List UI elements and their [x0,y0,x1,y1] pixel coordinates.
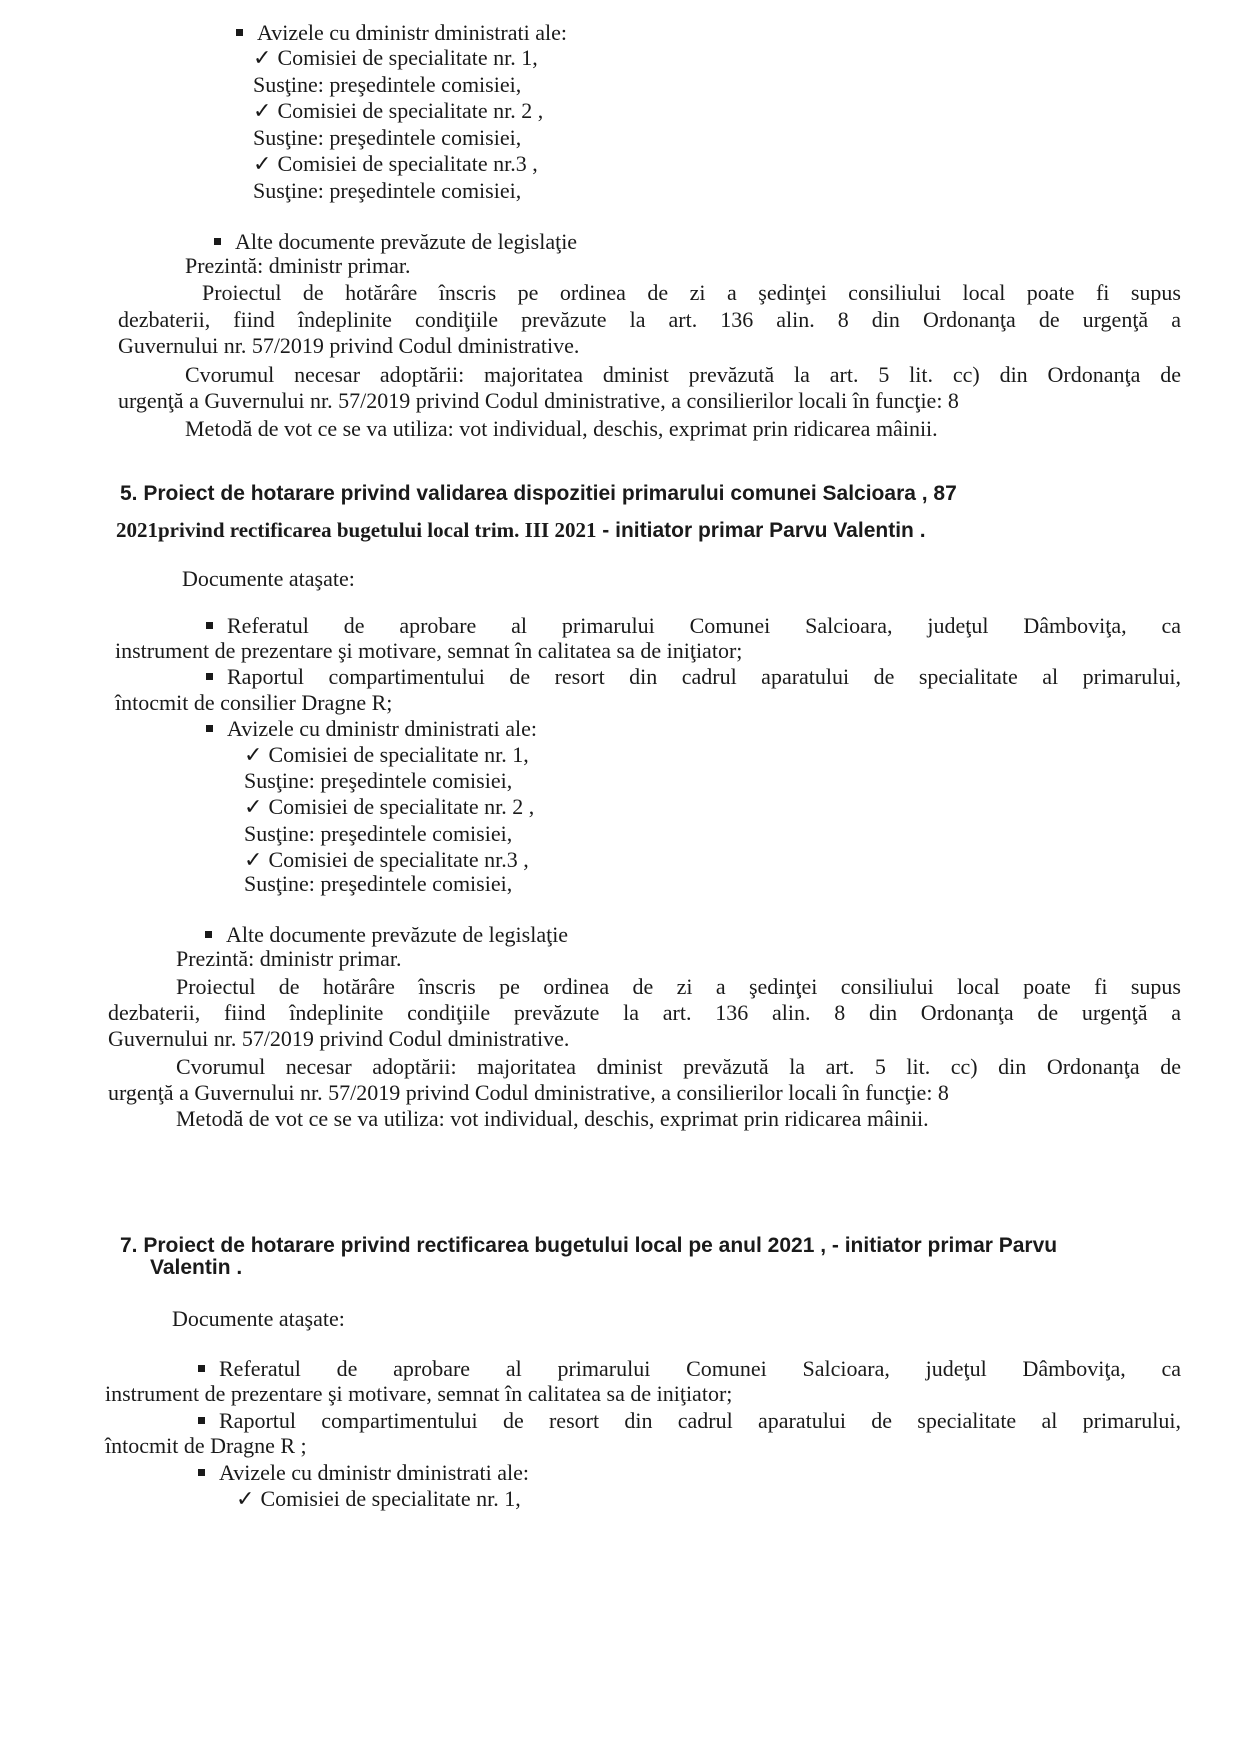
attached-docs-label: Documente ataşate: [172,1306,345,1331]
avize-text: Avizele cu dministr dministrati ale: [219,1460,529,1485]
checkmark-icon: ✓ [236,1486,255,1511]
referat-line: instrument de prezentare şi motivare, semnat în calitatea sa de iniţiator; [115,638,743,663]
section-heading: Valentin . [150,1256,243,1279]
commission-text: Comisiei de specialitate nr. 1, [268,742,529,767]
section-heading: 5. Proiect de hotarare privind validarea dispozitiei primarului comunei Salcioara , 87 [120,482,957,505]
paragraph-line: Guvernului nr. 57/2019 privind Codul dministrative. [108,1026,570,1051]
referat-item [198,1356,1181,1382]
other-docs-text: Alte documente prevăzute de legislaţie [226,922,569,947]
checkmark-icon: ✓ [253,45,272,70]
checkmark-icon: ✓ [244,847,263,872]
commission-text: Comisiei de specialitate nr. 2 , [268,794,535,819]
heading-part: 2021privind rectificarea bugetului local trim. III 2021 [116,518,597,542]
commission-text: Comisiei de specialitate nr. 1, [260,1486,521,1511]
paragraph-line: Metodă de vot ce se va utiliza: vot individual, deschis, exprimat prin ridicarea mâinii. [185,416,938,441]
attached-docs-label: Documente ataşate: [182,566,355,591]
presenter-line: Prezintă: dministr primar. [176,946,402,971]
paragraph-line: dezbaterii, fiind îndeplinite condiţiile prevăzute la art. 136 alin. 8 din Ordonanţa de urgenţă a [108,1000,1181,1025]
referat-line: instrument de prezentare şi motivare, semnat în calitatea sa de iniţiator; [105,1381,733,1406]
heading-part: - initiator primar Parvu Valentin . [596,519,926,542]
other-docs-text: Alte documente prevăzute de legislaţie [235,229,578,254]
support-line: Susţine: preşedintele comisiei, [244,871,513,896]
raport-line: întocmit de Dragne R ; [105,1433,307,1458]
other-docs-item [214,229,577,255]
paragraph-line: Guvernului nr. 57/2019 privind Codul dministrative. [118,333,580,358]
commission-text: Comisiei de specialitate nr.3 , [277,151,538,176]
support-line: Susţine: preşedintele comisiei, [253,125,522,150]
avize-text: Avizele cu dministr dministrati ale: [227,716,537,741]
raport-line: întocmit de consilier Dragne R; [115,690,393,715]
commission-item [253,151,538,177]
referat-text: Referatul de aprobare al primarului Comunei Salcioara, judeţul Dâmboviţa, ca [227,613,1181,638]
checkmark-icon: ✓ [253,98,272,123]
commission-item [253,98,543,124]
paragraph-line: dezbaterii, fiind îndeplinite condiţiile prevăzute la art. 136 alin. 8 din Ordonanţa de urgenţă a [118,307,1181,332]
raport-text: Raportul compartimentului de resort din cadrul aparatului de specialitate al primarului, [227,664,1181,689]
support-line: Susţine: preşedintele comisiei, [244,768,513,793]
support-line: Susţine: preşedintele comisiei, [244,821,513,846]
section-heading [116,516,926,545]
commission-item [236,1486,521,1512]
paragraph-line: Proiectul de hotărâre înscris pe ordinea de zi a şedinţei consiliului local poate fi supus [202,280,1181,305]
commission-item [244,794,534,820]
paragraph-line: urgenţă a Guvernului nr. 57/2019 privind Codul dministrative, a consilierilor locali în funcţie: 8 [108,1080,949,1105]
referat-text: Referatul de aprobare al primarului Comunei Salcioara, judeţul Dâmboviţa, ca [219,1356,1181,1381]
avize-item [198,1460,529,1486]
paragraph-line: Metodă de vot ce se va utiliza: vot individual, deschis, exprimat prin ridicarea mâinii. [176,1106,929,1131]
checkmark-icon: ✓ [253,151,272,176]
referat-item [206,613,1181,639]
other-docs-item [205,922,568,948]
presenter-line: Prezintă: dministr primar. [185,253,411,278]
commission-text: Comisiei de specialitate nr.3 , [268,847,529,872]
paragraph-line: Cvorumul necesar adoptării: majoritatea dminist prevăzută la art. 5 lit. cc) din Ordonanţa de [176,1054,1181,1079]
checkmark-icon: ✓ [244,794,263,819]
paragraph-line: Cvorumul necesar adoptării: majoritatea dminist prevăzută la art. 5 lit. cc) din Ordonanţa de [185,362,1181,387]
commission-item [244,847,529,873]
support-line: Susţine: preşedintele comisiei, [253,178,522,203]
raport-text: Raportul compartimentului de resort din cadrul aparatului de specialitate al primarului, [219,1408,1181,1433]
raport-item [198,1408,1181,1434]
avize-item [206,716,537,742]
section-heading: 7. Proiect de hotarare privind rectificarea bugetului local pe anul 2021 , - initiator primar Parvu [120,1234,1058,1257]
avize-item [236,20,567,46]
commission-item [244,742,529,768]
avize-text: Avizele cu dministr dministrati ale: [257,20,567,45]
checkmark-icon: ✓ [244,742,263,767]
paragraph-line: urgenţă a Guvernului nr. 57/2019 privind Codul dministrative, a consilierilor locali în funcţie: 8 [118,388,959,413]
support-line: Susţine: preşedintele comisiei, [253,72,522,97]
commission-item [253,45,538,71]
commission-text: Comisiei de specialitate nr. 2 , [277,98,544,123]
commission-text: Comisiei de specialitate nr. 1, [277,45,538,70]
raport-item [206,664,1181,690]
paragraph-line: Proiectul de hotărâre înscris pe ordinea de zi a şedinţei consiliului local poate fi supus [176,974,1181,999]
